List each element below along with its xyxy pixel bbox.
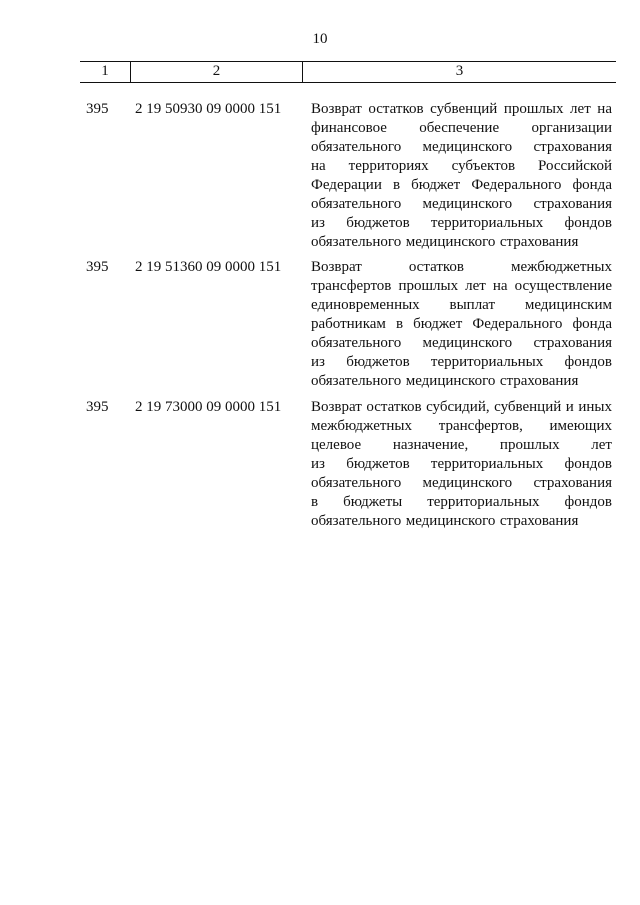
description-line: из бюджетов территориальных фондов	[311, 354, 612, 370]
admin-code: 395	[86, 101, 109, 117]
row-description	[311, 398, 612, 531]
description-line: обязательного медицинского страхования	[311, 373, 579, 389]
description-line: Возврат остатков субсидий, субвенций и иных	[311, 399, 612, 415]
description-line: обязательного медицинского страхования	[311, 513, 579, 529]
description-line: обязательного медицинского страхования	[311, 234, 579, 250]
description-line: в бюджеты территориальных фондов	[311, 494, 612, 510]
description-line: обязательного медицинского страхования	[311, 475, 612, 491]
page-number: 10	[312, 31, 328, 47]
description-line: Федерации в бюджет Федерального фонда	[311, 177, 612, 193]
row-description	[311, 258, 612, 391]
description-line: Возврат остатков межбюджетных	[311, 259, 612, 275]
description-line: обязательного медицинского страхования	[311, 139, 612, 155]
description-line: из бюджетов территориальных фондов	[311, 456, 612, 472]
description-line: обязательного медицинского страхования	[311, 196, 612, 212]
description-line: работникам в бюджет Федерального фонда	[311, 316, 612, 332]
budget-class-code: 2 19 50930 09 0000 151	[135, 101, 282, 117]
description-line: целевое назначение, прошлых лет	[311, 437, 612, 453]
description-line: обязательного медицинского страхования	[311, 335, 612, 351]
description-line: на территориях субъектов Российской	[311, 158, 612, 174]
budget-class-code: 2 19 51360 09 0000 151	[135, 259, 282, 275]
admin-code: 395	[86, 259, 109, 275]
header-col-3: 3	[455, 63, 464, 79]
description-line: Возврат остатков субвенций прошлых лет на	[311, 101, 612, 117]
description-line: финансовое обеспечение организации	[311, 120, 612, 136]
description-line: из бюджетов территориальных фондов	[311, 215, 612, 231]
description-line: трансфертов прошлых лет на осуществление	[311, 278, 612, 294]
budget-class-code: 2 19 73000 09 0000 151	[135, 399, 282, 415]
row-description	[311, 100, 612, 252]
description-line: межбюджетных трансфертов, имеющих	[311, 418, 612, 434]
header-col-2: 2	[131, 62, 303, 82]
admin-code: 395	[86, 399, 109, 415]
table-header	[80, 61, 616, 83]
header-col-1: 1	[80, 62, 131, 82]
description-line: единовременных выплат медицинским	[311, 297, 612, 313]
